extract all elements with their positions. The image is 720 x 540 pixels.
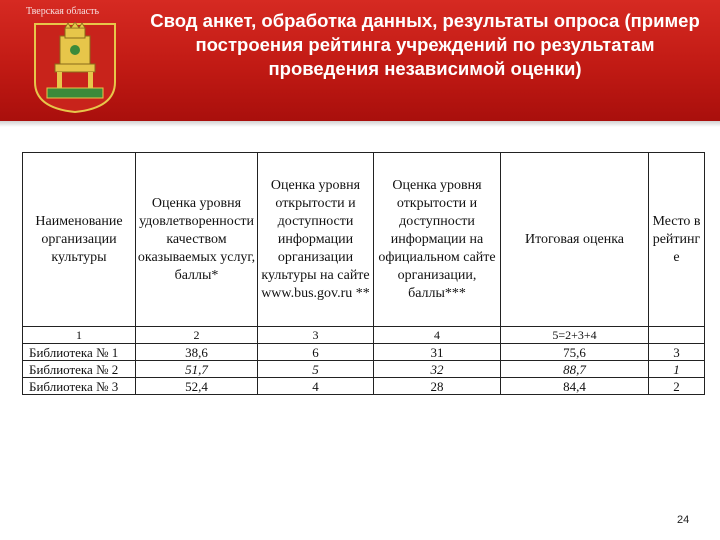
header-official-site: Оценка уровня открытости и доступности информации на официальном сайте организации, баллы*** bbox=[374, 153, 501, 327]
cell-satisfaction: 38,6 bbox=[136, 344, 258, 361]
header-shadow bbox=[0, 121, 720, 127]
column-number: 2 bbox=[136, 327, 258, 344]
cell-place: 2 bbox=[649, 378, 705, 395]
column-number: 4 bbox=[374, 327, 501, 344]
table-row bbox=[23, 378, 705, 395]
cell-total: 84,4 bbox=[501, 378, 649, 395]
column-number: 5=2+3+4 bbox=[501, 327, 649, 344]
cell-bus-gov: 5 bbox=[258, 361, 374, 378]
region-label: Тверская область bbox=[26, 6, 100, 17]
table-header-row bbox=[23, 153, 705, 327]
cell-satisfaction: 51,7 bbox=[136, 361, 258, 378]
column-number bbox=[649, 327, 705, 344]
cell-official-site: 31 bbox=[374, 344, 501, 361]
cell-total: 88,7 bbox=[501, 361, 649, 378]
header-bar bbox=[0, 0, 720, 121]
header-org-name: Наименование организации культуры bbox=[23, 153, 136, 327]
table-row bbox=[23, 361, 705, 378]
cell-org-name: Библиотека № 3 bbox=[23, 378, 136, 395]
header-satisfaction: Оценка уровня удовлетворенности качеством оказываемых услуг, баллы* bbox=[136, 153, 258, 327]
column-number-row bbox=[23, 327, 705, 344]
coat-of-arms-icon bbox=[33, 22, 117, 114]
cell-official-site: 32 bbox=[374, 361, 501, 378]
rating-table bbox=[22, 152, 705, 395]
cell-place: 3 bbox=[649, 344, 705, 361]
cell-satisfaction: 52,4 bbox=[136, 378, 258, 395]
cell-total: 75,6 bbox=[501, 344, 649, 361]
column-number: 1 bbox=[23, 327, 136, 344]
cell-org-name: Библиотека № 2 bbox=[23, 361, 136, 378]
page-title: Свод анкет, обработка данных, результаты опроса (пример построения рейтинга учреждений по результатам проведения независимой оценки) bbox=[150, 10, 700, 79]
column-number: 3 bbox=[258, 327, 374, 344]
rating-table-wrapper bbox=[22, 152, 704, 395]
cell-bus-gov: 4 bbox=[258, 378, 374, 395]
table-row bbox=[23, 344, 705, 361]
cell-org-name: Библиотека № 1 bbox=[23, 344, 136, 361]
page-number: 24 bbox=[677, 514, 690, 526]
header-place: Место в рейтинг е bbox=[649, 153, 705, 327]
cell-official-site: 28 bbox=[374, 378, 501, 395]
header-total: Итоговая оценка bbox=[501, 153, 649, 327]
cell-place: 1 bbox=[649, 361, 705, 378]
cell-bus-gov: 6 bbox=[258, 344, 374, 361]
header-bus-gov: Оценка уровня открытости и доступности информации организации культуры на сайте www.bus.gov.ru ** bbox=[258, 153, 374, 327]
